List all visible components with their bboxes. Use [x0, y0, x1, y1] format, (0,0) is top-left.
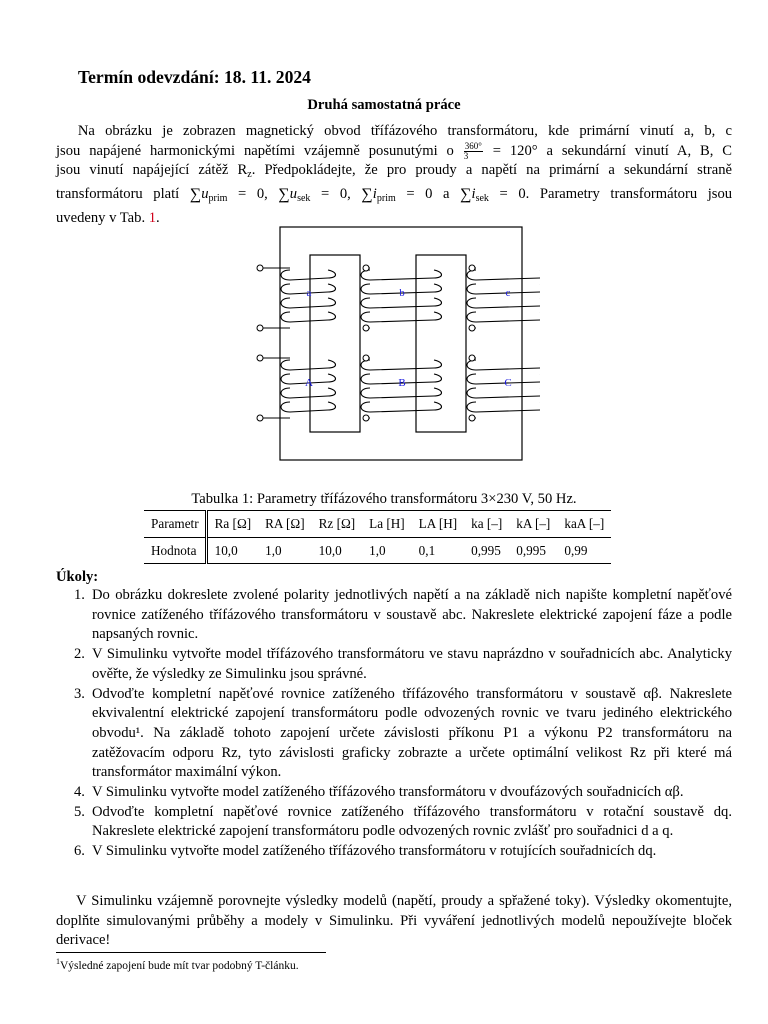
winding-turn — [467, 298, 540, 308]
winding-turn — [467, 360, 540, 370]
table-cell: 0,1 — [412, 537, 464, 564]
table-cell: 10,0 — [206, 537, 258, 564]
deadline-heading: Termín odevzdání: 18. 11. 2024 — [78, 67, 311, 87]
winding-turn — [361, 298, 442, 308]
winding-label: C — [504, 377, 512, 389]
winding-turn — [361, 402, 442, 412]
winding-turn — [281, 312, 336, 322]
terminal — [257, 265, 263, 271]
intro-line-2: jsou napájené harmonickými napětími vzájemně posunutými o $\frac{360^\circ}{3}$ = 120° a sekundární vinutí A, B, C — [56, 140, 732, 161]
winding-label: B — [398, 377, 406, 389]
winding-turn — [467, 270, 540, 280]
winding-turn — [281, 298, 336, 308]
terminal — [469, 415, 475, 421]
terminal — [469, 325, 475, 331]
task-item: 2. V Simulinku vytvořte model třífázového transformátoru ve stavu naprázdno v souřadnicích abc. Analyticky ověřte, že výsledky ze Simulinku jsou správné. — [74, 646, 732, 682]
table-header-cell: RA [Ω] — [258, 511, 311, 538]
footnote: $^1$Výsledné zapojení bude mít tvar podobný T-článku. — [56, 957, 299, 972]
phase-shift-fraction: $\frac{360^\circ}{3}$ — [463, 140, 482, 161]
winding-turn — [361, 270, 442, 280]
terminal — [469, 355, 475, 361]
terminal — [363, 265, 369, 271]
winding-label: b — [399, 287, 405, 299]
terminal — [257, 355, 263, 361]
table-header-cell: Parametr — [144, 511, 206, 538]
terminal — [257, 415, 263, 421]
parameters-table — [144, 510, 611, 564]
intro-line-3: jsou vinutí napájející zátěž $R_z$. Předpokládejte, že pro proudy a napětí na primární a sekundární straně — [56, 162, 733, 181]
table-cell: 0,995 — [464, 537, 509, 564]
winding-turn — [281, 270, 336, 280]
winding-turn — [467, 402, 540, 412]
task-item: 5. Odvoďte kompletní napěťové rovnice zatíženého třífázového transformátoru v rotační soustavě dq. Nakreslete elektrické zapojení transformátoru podle odvozených rovnic zvlášť pro souřadnici d a q. — [74, 803, 732, 840]
table-header-cell: kaA [–] — [557, 511, 611, 538]
winding-turn — [361, 388, 442, 398]
intro-line-5: uvedeny v Tab. 1. — [56, 209, 160, 226]
table-cell: 1,0 — [258, 537, 311, 564]
tasks-heading: Úkoly: — [56, 569, 99, 585]
table-header-cell: La [H] — [362, 511, 412, 538]
table-header-cell: Ra [Ω] — [206, 511, 258, 538]
task-item: 1. Do obrázku dokreslete zvolené polarity jednotlivých napětí a na základě nich napište kompletní napěťové rovnice zatíženého třífázového transformátoru v soustavě abc. Nakreslete elektrické zapojení fáze a podle napsaných rovnic. — [74, 587, 732, 643]
footnote-divider — [56, 952, 326, 953]
winding-turn — [361, 360, 442, 370]
terminal — [469, 265, 475, 271]
table-cell: 10,0 — [312, 537, 363, 564]
intro-line-4: transformátoru platí $\sum u_{prim} = 0$, $\sum u_{sek} = 0$, $\sum i_{prim} = 0$ a $\sum i_{sek} = 0$. Parametry transformátoru jsou — [56, 186, 733, 205]
table-header-cell: kA [–] — [509, 511, 557, 538]
winding-label: a — [306, 287, 312, 299]
winding-label: A — [305, 377, 313, 389]
terminal — [363, 415, 369, 421]
intro-line-1: Na obrázku je zobrazen magnetický obvod třífázového transformátoru, kde primární vinutí a, b, c — [77, 123, 732, 139]
winding-turn — [467, 388, 540, 398]
task-item: 4. V Simulinku vytvořte model zatíženého třífázového transformátoru v dvoufázových souřadnicích αβ. — [74, 784, 684, 801]
terminal — [363, 355, 369, 361]
winding-turn — [467, 312, 540, 322]
magnetic-core — [280, 227, 522, 460]
table-header-cell: Rz [Ω] — [312, 511, 363, 538]
transformer-magnetic-circuit-figure — [240, 220, 540, 470]
table-reference-link[interactable]: 1 — [148, 209, 157, 226]
table-cell: 0,995 — [509, 537, 557, 564]
winding-turn — [281, 360, 336, 370]
closing-paragraph: V Simulinku vzájemně porovnejte výsledky modelů (napětí, proudy a spřažené toky). Výsledky okomentujte, doplňte simulovanými průběhy a modely v Simulinku. Při vyváření jednotlivých modelů nepoužívejte bloček derivace! — [56, 893, 732, 949]
task-item: 3. Odvoďte kompletní napěťové rovnice zatíženého třífázového transformátoru v soustavě αβ. Nakreslete ekvivalentní elektrické zapojení transformátoru podle odvozených rovnic ve tvaru jediného elektrického obvodu¹. Na základě tohoto zapojení určete závislosti příkonu P1 a výkonu P2 transformátoru na zatěžovacím odporu Rz, tyto závislosti graficky zobrazte a určete optimální velikost Rz při které má transformátor maximální výkon. — [74, 685, 732, 781]
winding-turn — [281, 388, 336, 398]
table-cell: 1,0 — [362, 537, 412, 564]
terminal — [257, 325, 263, 331]
table-caption: Tabulka 1: Parametry třífázového transformátoru 3×230 V, 50 Hz. — [191, 491, 577, 507]
tasks-list — [56, 586, 732, 862]
table-header-cell: ka [–] — [464, 511, 509, 538]
winding-turn — [361, 312, 442, 322]
table-value-row — [144, 537, 611, 564]
winding-turn — [467, 284, 540, 294]
winding-label: c — [505, 287, 511, 299]
intro-paragraph — [56, 122, 732, 229]
task-item: 6. V Simulinku vytvořte model zatíženého třífázového transformátoru v rotujících souřadnicích dq. — [74, 843, 657, 860]
terminal — [363, 325, 369, 331]
table-cell: 0,99 — [557, 537, 611, 564]
table-header-cell: LA [H] — [412, 511, 464, 538]
table-header-row — [144, 511, 611, 538]
document-title: Druhá samostatná práce — [307, 97, 461, 113]
winding-turn — [281, 402, 336, 412]
table-row-label: Hodnota — [144, 537, 206, 564]
